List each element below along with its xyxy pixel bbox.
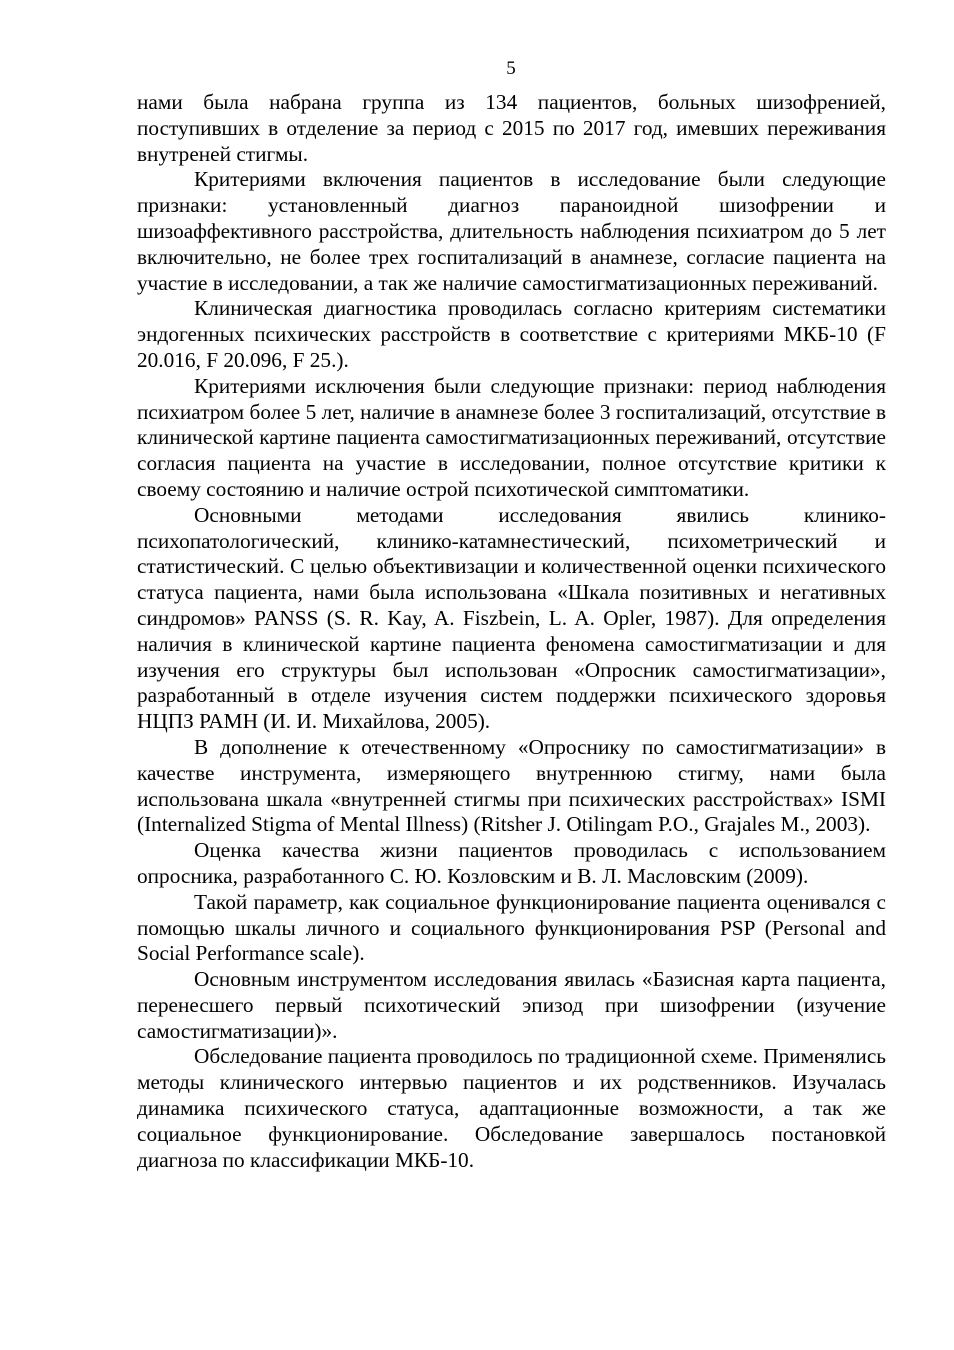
paragraph-quality-of-life: Оценка качества жизни пациентов проводилась с использованием опросника, разработанного С. Ю. Козловским и В. Л. Масловским (2009). xyxy=(137,838,886,888)
paragraph-examination: Обследование пациента проводилось по традиционной схеме. Применялись методы клинического интервью пациентов и их родственников. Изучалась динамика психического статуса, адаптационные возможности, а так же социальное функционирование. Обследование завершалось постановкой диагноза по классификации МКБ-10. xyxy=(137,1044,886,1172)
paragraph-continuation: нами была набрана группа из 134 пациентов, больных шизофренией, поступивших в отделение за период с 2015 по 2017 год, имевших переживания внутреней стигмы. xyxy=(137,90,886,166)
page-number: 5 xyxy=(506,58,516,79)
body-text xyxy=(137,90,886,1173)
paragraph-social-functioning: Такой параметр, как социальное функционирование пациента оценивался с помощью шкалы личного и социального функционирования PSP (Personal and Social Performance scale). xyxy=(137,889,886,966)
paragraph-main-instrument: Основным инструментом исследования явилась «Базисная карта пациента, перенесшего первый психотический эпизод при шизофрении (изучение самостигматизации)». xyxy=(137,967,886,1043)
paragraph-research-methods: Основными методами исследования явились клинико-психопатологический, клинико-катамнестический, психометрический и статистический. С целью объективизации и количественной оценки психического статуса пациента, нами была использована «Шкала позитивных и негативных синдромов» PANSS (S. R. Kay, A. Fiszbein, L. A. Opler, 1987). Для определения наличия в клинической картине пациента феномена самостигматизации и для изучения его структуры был использован «Опросник самостигматизации», разработанный в отделе изучения систем поддержки психического здоровья НЦПЗ РАМН (И. И. Михайлова, 2005). xyxy=(137,502,886,734)
paragraph-exclusion-criteria: Критериями исключения были следующие признаки: период наблюдения психиатром более 5 лет, наличие в анамнезе более 3 госпитализаций, отсутствие в клинической картине пациента самостигматизационных переживаний, отсутствие согласия пациента на участие в исследовании, полное отсутствие критики к своему состоянию и наличие острой психотической симптоматики. xyxy=(137,373,886,501)
paragraph-inclusion-criteria: Критериями включения пациентов в исследование были следующие признаки: установленный диагноз параноидной шизофрении и шизоаффективного расстройства, длительность наблюдения психиатром до 5 лет включительно, не более трех госпитализаций в анамнезе, согласие пациента на участие в исследовании, а так же наличие самостигматизационных переживаний. xyxy=(137,167,886,295)
paragraph-clinical-diagnostics: Клиническая диагностика проводилась согласно критериям систематики эндогенных психических расстройств в соответствие с критериями МКБ-10 (F 20.016, F 20.096, F 25.). xyxy=(137,296,886,372)
paragraph-ismi-scale: В дополнение к отечественному «Опроснику по самостигматизации» в качестве инструмента, измеряющего внутреннюю стигму, нами была использована шкала «внутренней стигмы при психических расстройствах» ISMI (Internalized Stigma of Mental Illness) (Ritsher J. Otilingam P.O., Grajales M., 2003). xyxy=(137,734,886,837)
